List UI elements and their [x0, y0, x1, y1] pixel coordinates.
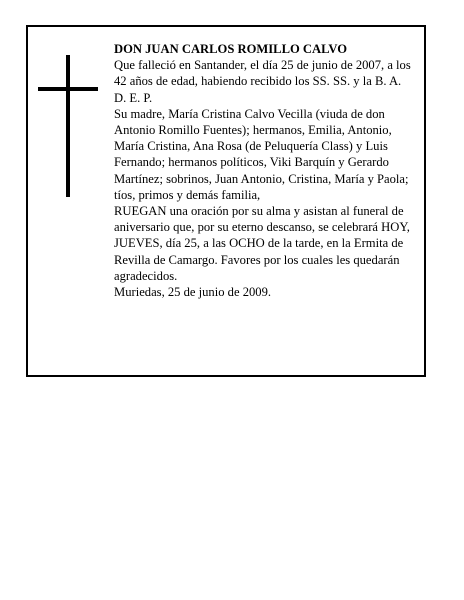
notice-text: [114, 41, 420, 300]
cross-icon: [38, 55, 98, 197]
family-members: Su madre, María Cristina Calvo Vecilla (viuda de don Antonio Romillo Fuentes); hermanos, Emilia, Antonio, María Cristina, Ana Rosa (de Peluquería Class) y Luis Fernando; hermanos políticos, Viki Barquín y Gerardo Martínez; sobrinos, Juan Antonio, Cristina, María y Paola; tíos, primos y demás familia,: [114, 106, 409, 202]
funeral-request: RUEGAN una oración por su alma y asistan al funeral de aniversario que, por su eterno descanso, se celebrará HOY, JUEVES, día 25, a las OCHO de la tarde, en la Ermita de Revilla de Camargo. Favores por los cuales les quedarán agradecidos.: [114, 204, 410, 283]
place-and-date: Muriedas, 25 de junio de 2009.: [114, 285, 272, 300]
rest-in-peace: D. E. P.: [114, 90, 153, 105]
cross-vertical-bar: [66, 55, 70, 197]
obituary-notice: [26, 25, 426, 377]
cross-horizontal-bar: [38, 87, 98, 91]
deceased-name: DON JUAN CARLOS ROMILLO CALVO: [114, 42, 347, 56]
death-details: Que falleció en Santander, el día 25 de junio de 2007, a los 42 años de edad, habiendo recibido los SS. SS. y la B. A.: [114, 58, 411, 89]
